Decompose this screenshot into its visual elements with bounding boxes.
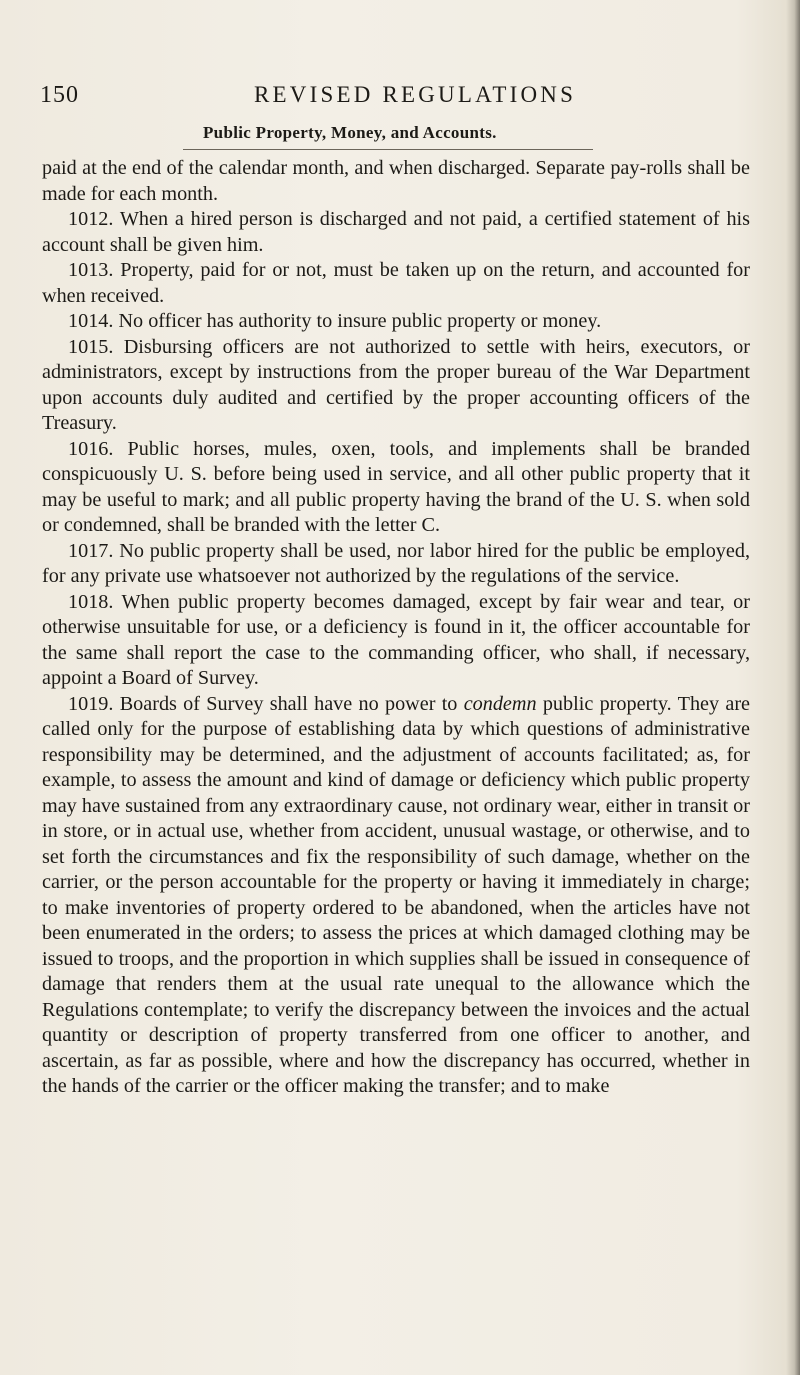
paragraph-1019-lead: 1019. Boards of Survey shall have no power to [68, 692, 464, 715]
paragraph-1016: 1016. Public horses, mules, oxen, tools, and implements shall be branded conspicuously U. S. before being used in service, and all other public property that it may be useful to mark; and all public property having the brand of the U. S. when sold or condemned, shall be branded with the letter C. [42, 437, 750, 536]
paragraph-1019-emphasis: condemn [463, 692, 537, 715]
body-text [42, 156, 750, 1100]
section-title: Public Property, Money, and Accounts. [203, 123, 497, 142]
paragraph-1013: 1013. Property, paid for or not, must be taken up on the return, and accounted for when received. [42, 259, 750, 307]
page-number: 150 [40, 82, 79, 108]
paragraph-1019-rest: public property. They are called only for the purpose of establishing data by which questions of administrative responsibility may be determined, and the adjustment of accounts facilitated; as, for example, to assess the amount and kind of damage or deficiency which public property may have sustained from any extraordinary cause, not ordinary wear, either in transit or in store, or in actual use, whether from accident, unusual wastage, or otherwise, and to set forth the circumstances and fix the responsibility of such damage, whether on the carrier, or the person accountable for the property or having it immediately in charge; to make inventories of property ordered to be abandoned, when the articles have not been enumerated in the orders; to assess the prices at which damaged clothing may be issued to troops, and the proportion in which supplies shall be issued in consequence of damage that renders them at the usual rate unequal to the allowance which the Regulations contemplate; to verify the discrepancy between the invoices and the actual quantity or description of property transferred from one officer to another, and ascertain, as far as possible, where and how the discrepancy has occurred, whether in the hands of the carrier or the officer making the transfer; and to make [42, 692, 751, 1097]
running-head [40, 82, 740, 112]
paragraph-1018: 1018. When public property becomes damaged, except by fair wear and tear, or otherwise unsuitable for use, or a deficiency is found in it, the officer accountable for the same shall report the case to the commanding officer, who shall, if necessary, appoint a Board of Survey. [42, 590, 750, 689]
header-rule [183, 149, 593, 150]
page-edge-shadow [786, 0, 800, 1375]
paragraph-1019 [42, 692, 750, 1100]
paragraph-1012: 1012. When a hired person is discharged and not paid, a certified statement of his account shall be given him. [42, 208, 750, 256]
running-title: REVISED REGULATIONS [254, 82, 577, 107]
paragraph-1017: 1017. No public property shall be used, nor labor hired for the public be employed, for any private use whatsoever not authorized by the regulations of the service. [42, 539, 750, 587]
paragraph-1015: 1015. Disbursing officers are not authorized to settle with heirs, executors, or administrators, except by instructions from the proper bureau of the War Department upon accounts duly audited and certified by the proper accounting officers of the Treasury. [42, 335, 750, 434]
paragraph-1014: 1014. No officer has authority to insure public property or money. [68, 310, 602, 332]
paragraph-continued: paid at the end of the calendar month, and when discharged. Separate pay-rolls shall be made for each month. [42, 157, 750, 205]
